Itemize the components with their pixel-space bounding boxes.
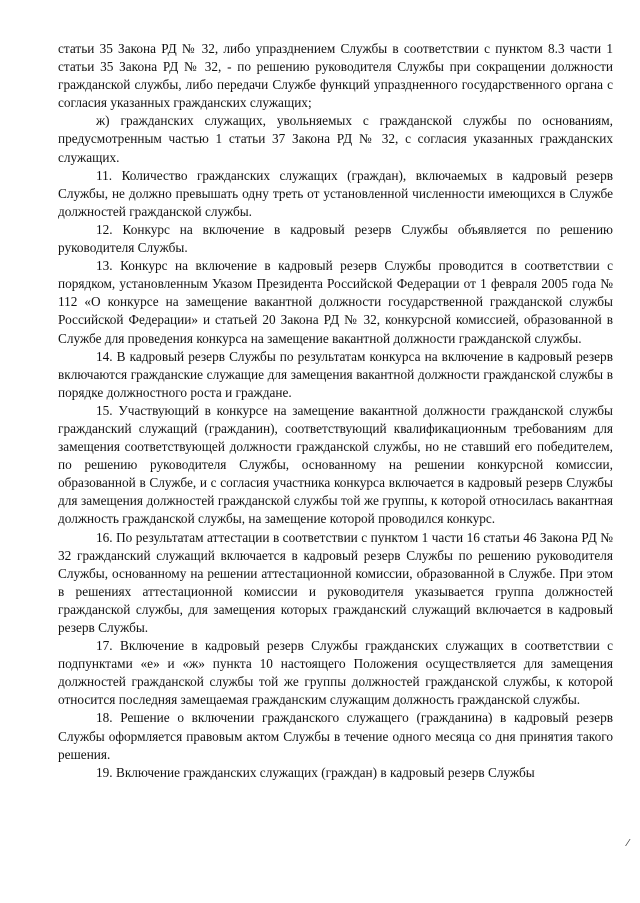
paragraph-12: 12. Конкурс на включение в кадровый резерв Службы объявляется по решению руководителя Службы. (58, 221, 613, 256)
paragraph-15: 15. Участвующий в конкурсе на замещение вакантной должности гражданской службы гражданский служащий (гражданин), соответствующий квалификационным требованиям для замещения соответствующей должности гражданской службы, но не ставший его победителем, по решению руководителя Службы, основанному на решении конкурсной комиссии, образованной в Службе, и с согласия участника конкурса включается в кадровый резерв Службы для замещения должностей гражданской службы той же группы, к которой относилась вакантная должность гражданской службы, на замещение которой проводился конкурс. (58, 402, 613, 527)
paragraph-16: 16. По результатам аттестации в соответствии с пунктом 1 части 16 статьи 46 Закона РД № 32 гражданский служащий включается в кадровый резерв Службы по решению руководителя Службы, основанному на решении аттестационной комиссии, образованной в Службе. При этом в решениях аттестационной комиссии и руководителя указывается группа должностей гражданской службы, для замещения которых гражданский служащий включается в кадровый резерв Службы. (58, 529, 613, 635)
paragraph-18: 18. Решение о включении гражданского служащего (гражданина) в кадровый резерв Службы оформляется правовым актом Службы в течение одного месяца со дня принятия такого решения. (58, 710, 613, 762)
paragraph-11: 11. Количество гражданских служащих (граждан), включаемых в кадровый резерв Службы, не должно превышать одну треть от установленной численности имеющихся в Службе должностей гражданской службы. (58, 167, 613, 219)
margin-mark: ⁄ (627, 838, 629, 849)
document-page (58, 40, 613, 782)
paragraph-zh: ж) гражданских служащих, увольняемых с гражданской службы по основаниям, предусмотренным частью 1 статьи 37 Закона РД № 32, с согласия указанных гражданских служащих. (58, 113, 613, 165)
paragraph-continuation: статьи 35 Закона РД № 32, либо упразднением Службы в соответствии с пунктом 8.3 части 1 статьи 35 Закона РД № 32, - по решению руководителя Службы при сокращении должности гражданской службы, либо передачи Службе функций упраздненного государственного органа с согласия указанных гражданских служащих; (58, 41, 613, 111)
paragraph-13: 13. Конкурс на включение в кадровый резерв Службы проводится в соответствии с порядком, установленным Указом Президента Российской Федерации от 1 февраля 2005 года № 112 «О конкурсе на замещение вакантной должности государственной гражданской службы Российской Федерации» и статьей 20 Закона РД № 32, конкурсной комиссией, образованной в Службе для проведения конкурса на замещение вакантной должности гражданской службы. (58, 258, 613, 346)
paragraph-19: 19. Включение гражданских служащих (граждан) в кадровый резерв Службы (96, 764, 535, 780)
paragraph-14: 14. В кадровый резерв Службы по результатам конкурса на включение в кадровый резерв включаются гражданские служащие для замещения вакантной должности гражданской службы в порядке должностного роста и граждане. (58, 348, 613, 400)
paragraph-17: 17. Включение в кадровый резерв Службы гражданских служащих в соответствии с подпунктами «е» и «ж» пункта 10 настоящего Положения осуществляется для замещения должностей гражданской службы той же группы должностей гражданской службы, к которой относится последняя замещаемая гражданским служащим должность гражданской службы. (58, 638, 613, 708)
